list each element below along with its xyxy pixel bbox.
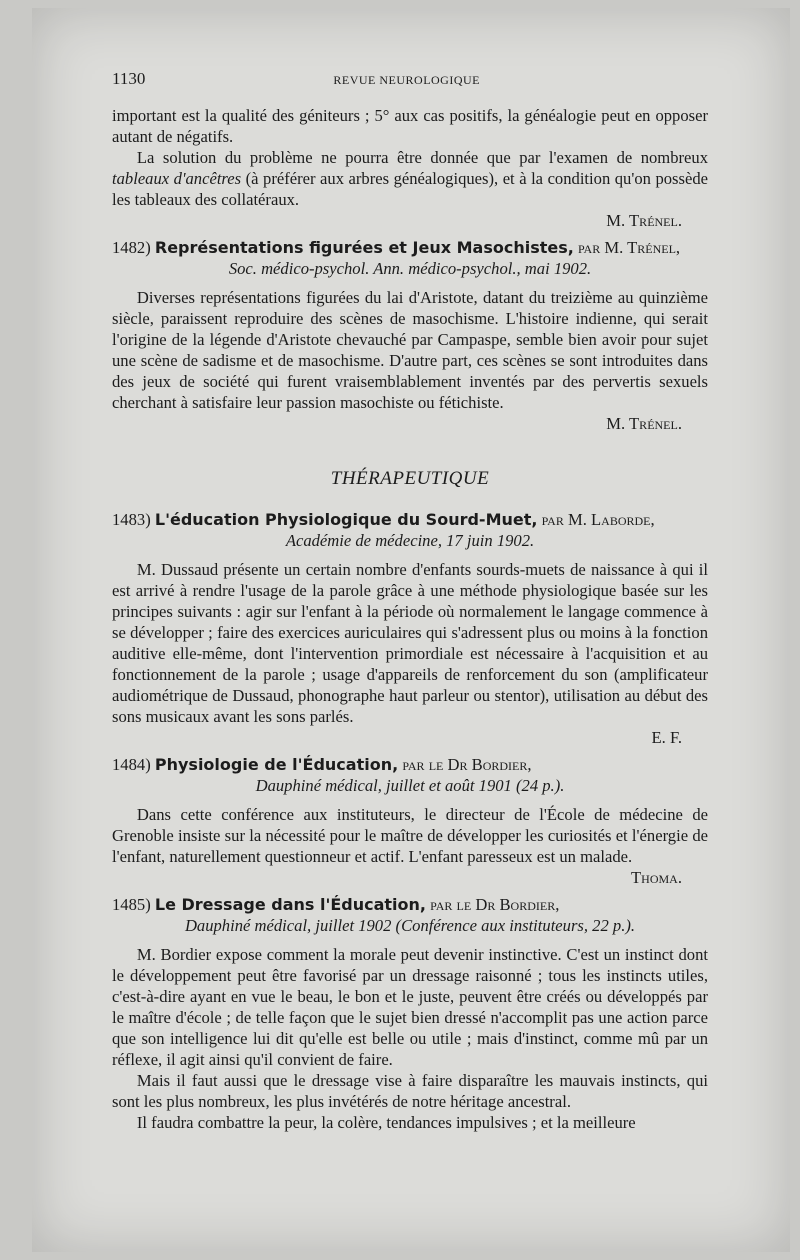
entry-reference: Soc. médico-psychol. Ann. médico-psychol., mai 1902. — [228, 259, 592, 278]
entry-author: par le Dr Bordier, — [398, 755, 532, 774]
intro-italic: tableaux d'ancêtres — [112, 169, 242, 188]
intro-text-a: La solution du problème ne pourra être donnée que par l'examen de nombreux — [136, 148, 708, 167]
scanned-page — [32, 8, 790, 1252]
entry-title: Représentations figurées et Jeux Masochistes, — [154, 238, 574, 257]
entry-body: Dans cette conférence aux instituteurs, le directeur de l'École de médecine de Grenoble insiste sur la nécessité pour le maître de développer les curiosités et l'énergie de l'enfant, naturellement questionneur et actif. L'enfant paresseux est un malade. — [112, 805, 708, 866]
entry-reference: Académie de médecine, 17 juin 1902. — [285, 531, 535, 550]
entry-1483-heading — [112, 509, 708, 530]
entry-body: M. Bordier expose comment la morale peut devenir instinctive. C'est un instinct dont le développement peut être favorisé par un dressage raisonné ; tous les instincts utiles, c'est-à-dire ayant en vue le beau, le bon et le juste, peuvent être créés ou développés par le maître d'école ; de telle façon que le sujet bien dressé n'accomplit pas une action parce que son intelligence lui dit qu'elle est belle ou utile ; mais d'instinct, comme mû par un réflexe, il agit ainsi qu'il convient de faire. — [112, 945, 708, 1069]
entry-author: par M. Trénel, — [573, 238, 681, 257]
entry-title: Le Dressage dans l'Éducation, — [154, 895, 426, 914]
entry-title: Physiologie de l'Éducation, — [154, 755, 399, 774]
signature: Thoma. — [631, 868, 682, 887]
entry-body: Mais il faut aussi que le dressage vise à faire disparaître les mauvais instincts, qui sont les plus nombreux, les plus invétérés de notre héritage ancestral. — [112, 1071, 708, 1111]
page-content — [112, 68, 708, 1133]
page-number: 1130 — [112, 69, 146, 88]
entry-number: 1484) — [112, 755, 151, 774]
signature: M. Trénel. — [606, 211, 682, 230]
intro-paragraph: important est la qualité des géniteurs ; 5° aux cas positifs, la généalogie peut en opposer autant de négatifs. — [112, 106, 708, 146]
entry-body: Il faudra combattre la peur, la colère, tendances impulsives ; et la meilleure — [136, 1113, 636, 1132]
entry-number: 1485) — [112, 895, 151, 914]
entry-1482-heading — [112, 237, 708, 258]
entry-body: Diverses représentations figurées du lai d'Aristote, datant du treizième au quinzième siècle, paraissent reproduire des scènes de masochisme. L'histoire indienne, qui serait l'origine de la légende d'Aristote chevauché par Campaspe, semble bien avoir pour sujet une scène de sadisme et de masochisme. D'autre part, ces scènes se sont introduites dans des jeux de société qui furent vraisemblablement inventés par des pervertis sexuels cherchant à satisfaire leur passion masochiste ou fétichiste. — [112, 288, 708, 412]
entry-reference: Dauphiné médical, juillet 1902 (Conférence aux instituteurs, 22 p.). — [184, 916, 636, 935]
entry-author: par le Dr Bordier, — [426, 895, 560, 914]
journal-title: REVUE NEUROLOGIQUE — [333, 73, 481, 87]
entry-number: 1483) — [112, 510, 151, 529]
running-head — [112, 68, 708, 91]
intro-paragraph-2 — [112, 147, 708, 210]
entry-reference: Dauphiné médical, juillet et août 1901 (24 p.). — [255, 776, 565, 795]
section-heading: THÉRAPEUTIQUE — [330, 468, 490, 489]
entry-author: par M. Laborde, — [537, 510, 655, 529]
intro-text-b: (à préférer aux arbres généalogiques), et à la condition qu'on possède les tableaux des collatéraux. — [112, 169, 708, 209]
entry-1484-heading — [112, 754, 708, 775]
signature: M. Trénel. — [606, 414, 682, 433]
signature: E. F. — [651, 728, 682, 747]
entry-body: M. Dussaud présente un certain nombre d'enfants sourds-muets de naissance à qui il est arrivé à rendre l'usage de la parole grâce à une méthode physiologique basée sur les principes suivants : agir sur l'enfant à la période où normalement le langage commence à se développer ; faire des exercices auriculaires qui s'adressent plus ou moins à la fonction auditive elle-même, dont l'intervention primordiale est nécessaire à l'acquisition et au fonctionnement de la parole ; usage d'appareils de renforcement du son (amplificateur audiométrique de Dussaud, phonographe haut parleur ou stentor), utilisation au début des sons musicaux avant les sons parlés. — [112, 560, 708, 726]
entry-number: 1482) — [112, 238, 151, 257]
entry-1485-heading — [112, 894, 708, 915]
entry-title: L'éducation Physiologique du Sourd-Muet, — [154, 510, 538, 529]
